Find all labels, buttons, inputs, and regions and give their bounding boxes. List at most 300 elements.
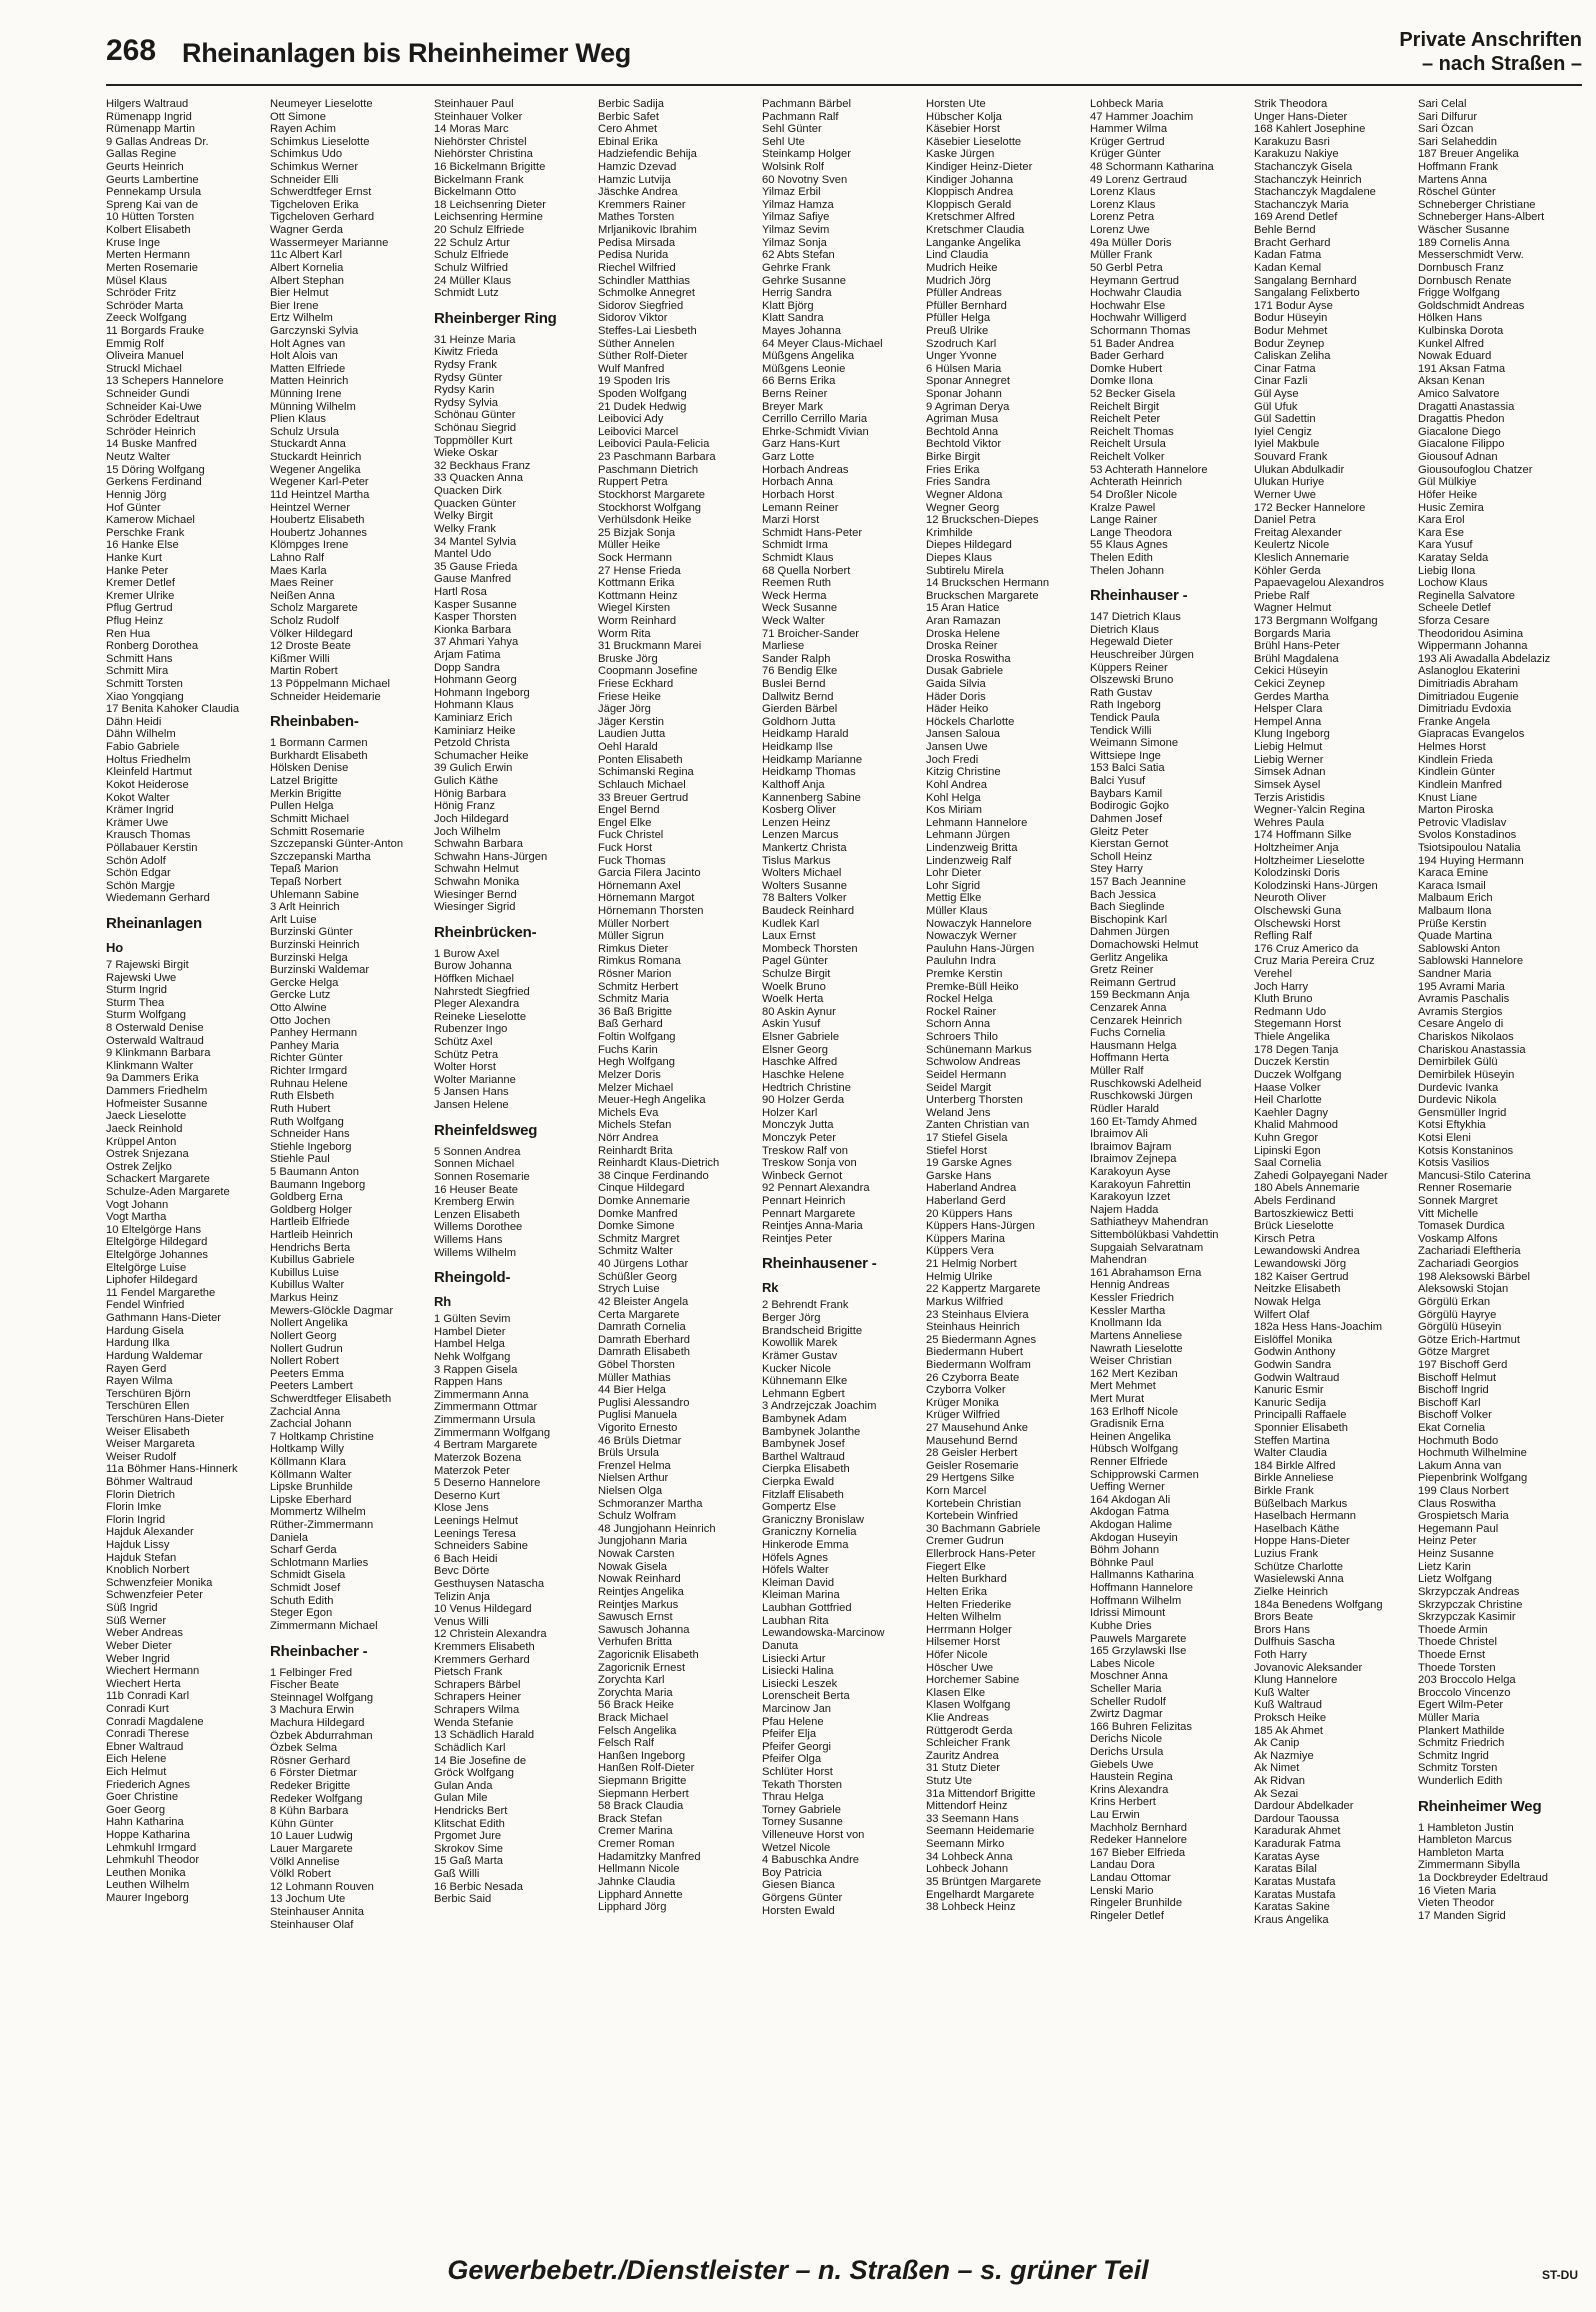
resident-entry: Biedermann Wolfram [926,1358,1031,1371]
resident-entry: Fuck Horst [598,841,653,854]
resident-entry: 34 Lohbeck Anna [926,1850,1013,1863]
resident-entry: Kierstan Gernot [1090,838,1169,851]
directory-column-9 [1418,98,1580,1923]
resident-entry: Hajduk Alexander [106,1526,194,1539]
resident-entry: Maes Reiner [270,577,334,590]
resident-entry: Kremer Ulrike [106,589,175,602]
resident-entry: Zagoricnik Ernest [598,1661,686,1674]
resident-entry: Giousoufoglou Chatzer [1418,463,1533,476]
resident-entry: Karaca Emine [1418,867,1489,880]
resident-entry: Breyer Mark [762,400,823,413]
resident-entry: 182a Hess Hans-Joachim [1254,1321,1383,1334]
resident-entry: Nörr Andrea [598,1131,659,1144]
resident-entry: Refling Ralf [1254,930,1312,943]
resident-entry: 37 Ahmari Yahya [434,636,519,649]
resident-entry: 11b Conradi Karl [106,1690,190,1703]
resident-entry: Holtzheimer Lieselotte [1254,854,1365,867]
resident-entry: 12 Bruckschen-Diepes [926,514,1039,527]
resident-entry: Zorychta Karl [598,1674,665,1687]
resident-entry: Krausch Thomas [106,829,191,842]
resident-entry: Schmidt Hans-Peter [762,526,863,539]
resident-entry: Aksan Kenan [1418,375,1485,388]
resident-entry: Cero Ahmet [598,123,658,136]
resident-entry: Pullen Helga [270,800,334,813]
resident-entry: 1a Dockbreyder Edeltraud [1418,1872,1548,1885]
resident-entry: 19 Spoden Iris [598,375,671,388]
resident-entry: Burzinski Waldemar [270,964,370,977]
resident-entry: Kanuric Sedija [1254,1396,1327,1409]
resident-entry: Pedisa Mirsada [598,236,676,249]
resident-entry: Mahendran [1090,1254,1147,1267]
resident-entry: Rimkus Dieter [598,942,669,955]
resident-entry: Horbach Andreas [762,463,849,476]
section-heading-line2: – nach Straßen – [1421,53,1582,75]
resident-entry: Domke Ilona [1090,375,1153,388]
resident-entry: Holt Alois van [270,350,338,363]
resident-entry: Gül Ufuk [1254,400,1298,413]
resident-entry: Müller Heike [598,539,661,552]
resident-entry: Kotsi Eleni [1418,1131,1471,1144]
resident-entry: Kitzig Christine [926,766,1001,779]
resident-entry: Kubillus Walter [270,1279,345,1292]
resident-entry: Zachariadi Georgios [1418,1258,1519,1271]
resident-entry: Kannenberg Sabine [762,791,861,804]
resident-entry: Horsten Ute [926,98,986,110]
resident-entry: Rajewski Uwe [106,971,177,984]
resident-entry: Bruckschen Margarete [926,589,1039,602]
resident-entry: Venus Willi [434,1615,489,1628]
resident-entry: Cierpka Elisabeth [762,1463,850,1476]
resident-entry: Daniel Petra [1254,514,1316,527]
resident-entry: Lakum Anna van [1418,1459,1502,1472]
resident-entry: 19 Garske Agnes [926,1157,1012,1170]
resident-entry: Rydsy Sylvia [434,396,499,409]
resident-entry: Heil Charlotte [1254,1094,1322,1107]
resident-entry: Kindiger Johanna [926,173,1014,186]
resident-entry: Cremer Marina [598,1825,673,1838]
resident-entry: Hartl Rosa [434,585,487,598]
resident-entry: Diepes Hildegard [926,539,1012,552]
resident-entry: Bechtold Viktor [926,438,1002,451]
resident-entry: Gerkens Ferdinand [106,476,202,489]
resident-entry: Schmitz Maria [598,993,669,1006]
resident-entry: Yilmaz Erbil [762,186,821,199]
resident-entry: Schrapers Heiner [434,1691,522,1704]
resident-entry: Kleiman David [762,1576,835,1589]
resident-entry: Treskow Ralf von [762,1144,849,1157]
resident-entry: Heidkamp Ilse [762,741,833,754]
resident-entry: 14 Bie Josefine de [434,1754,527,1767]
resident-entry: Malbaum Ilona [1418,905,1492,917]
resident-entry: Thoede Torsten [1418,1661,1496,1674]
resident-entry: Riechel Wilfried [598,261,676,274]
resident-entry: Pennart Heinrich [762,1195,846,1208]
resident-entry: Wegener Karl-Peter [270,476,369,489]
resident-entry: Mausehund Bernd [926,1434,1018,1447]
resident-entry: 11a Böhmer Hans-Hinnerk [106,1463,238,1476]
resident-entry: 31 Heinze Maria [434,333,516,346]
resident-entry: Krimhilde [926,526,973,539]
resident-entry: Elsner Georg [762,1043,828,1056]
resident-entry: Leibovici Marcel [598,425,679,438]
resident-entry: Mert Murat [1090,1392,1145,1405]
resident-entry: Fuck Thomas [598,854,666,867]
resident-entry: Reintjes Markus [598,1598,679,1611]
resident-entry: Kadan Fatma [1254,249,1322,262]
resident-entry: 6 Bach Heidi [434,1552,498,1565]
resident-entry: Berger Jörg [762,1312,821,1325]
resident-entry: Klasen Elke [926,1686,986,1699]
resident-entry: Joch Harry [1254,980,1309,993]
resident-entry: Hennig Andreas [1090,1279,1170,1292]
resident-entry: Kindlein Günter [1418,766,1496,779]
resident-entry: Domke Hubert [1090,362,1163,375]
resident-entry: Bambynek Jolanthe [762,1425,861,1438]
resident-entry: Achterath Heinrich [1090,476,1183,489]
resident-entry: Brack Michael [598,1712,669,1724]
resident-entry: Klung Hannelore [1254,1674,1338,1687]
resident-entry: Nowaczyk Werner [926,930,1017,943]
resident-entry: Holtus Friedhelm [106,753,191,766]
resident-entry: Willems Wilhelm [434,1246,517,1259]
resident-entry: Khalid Mahmood [1254,1119,1338,1132]
resident-entry: Hanke Kurt [106,551,162,564]
resident-entry: Pauluhn Hans-Jürgen [926,942,1035,955]
page-number: 268 [106,34,157,67]
resident-entry: Lochow Klaus [1418,577,1488,590]
resident-entry: Olszewski Bruno [1090,674,1174,687]
resident-entry: Hochwahr Claudia [1090,287,1182,300]
resident-entry: Karakoyun Izzet [1090,1191,1171,1204]
resident-entry: Gehrke Susanne [762,274,846,287]
resident-entry: Mittendorf Heinz [926,1800,1008,1813]
resident-entry: Haselbach Käthe [1254,1522,1340,1535]
resident-entry: Sponar Johann [926,388,1002,401]
resident-entry: Hilsemer Horst [926,1636,1000,1649]
resident-entry: Lemann Reiner [762,501,839,514]
resident-entry: Cesare Angelo di [1418,1018,1504,1031]
resident-entry: Stuckardt Anna [270,438,346,451]
resident-entry: Ren Hua [106,627,151,640]
resident-entry: Schlauch Michael [598,778,686,791]
resident-entry: Knollmann Ida [1090,1317,1162,1330]
resident-entry: Richter Irmgard [270,1065,348,1078]
resident-entry: 51 Bader Andrea [1090,337,1174,350]
resident-entry: Schröder Fritz [106,287,177,300]
resident-entry: Liebig Werner [1254,753,1324,766]
resident-entry: Brück Lieselotte [1254,1220,1334,1233]
resident-entry: Marliese [762,640,805,653]
resident-entry: Hamzic Dzevad [598,161,677,174]
resident-entry: Kohl Helga [926,791,981,804]
resident-entry: 32 Beckhaus Franz [434,459,531,472]
resident-entry: Ak Ridvan [1254,1775,1305,1788]
resident-entry: Lahno Ralf [270,551,325,564]
resident-entry: Sawusch Ernst [598,1611,673,1624]
resident-entry: Kos Miriam [926,804,982,817]
resident-entry: Hoffmann Wilhelm [1090,1594,1182,1607]
resident-entry: Rath Gustav [1090,686,1153,699]
resident-entry: Wiesinger Bernd [434,888,517,901]
resident-entry: Helten Erika [926,1585,987,1598]
resident-entry: 195 Avrami Maria [1418,980,1505,993]
resident-entry: Marzi Horst [762,514,820,527]
resident-entry: Zielke Heinrich [1254,1585,1328,1598]
resident-entry: Schädlich Karl [434,1741,506,1754]
resident-entry: 25 Biedermann Agnes [926,1333,1037,1346]
resident-entry: Oliveira Manuel [106,350,184,363]
resident-entry: Lipske Eberhard [270,1493,352,1506]
resident-entry: Hohmann Ingeborg [434,686,530,699]
resident-entry: Holtkamp Willy [270,1443,344,1456]
resident-entry: Krüger Monika [926,1396,999,1409]
resident-entry: Schulze-Aden Margarete [106,1185,230,1198]
resident-entry: Tepaß Norbert [270,875,342,888]
resident-entry: Karatay Selda [1418,551,1489,564]
resident-entry: Duczek Kerstin [1254,1056,1330,1069]
resident-entry: Bischoff Ingrid [1418,1384,1489,1397]
resident-entry: Ak Nazmiye [1254,1749,1314,1762]
resident-entry: 13 Jochum Ute [270,1893,346,1906]
resident-entry: Tepaß Marion [270,863,339,876]
resident-entry: Albert Stephan [270,274,345,287]
resident-entry: Cerrillo Cerrillo Maria [762,413,868,426]
resident-entry: Hegh Wolfgang [598,1056,675,1069]
resident-entry: Laubhan Rita [762,1614,829,1627]
resident-entry: Leenings Helmut [434,1514,518,1527]
resident-entry: 4 Babuschka Andre [762,1854,860,1867]
resident-entry: 39 Gulich Erwin [434,762,513,775]
resident-entry: 71 Broicher-Sander [762,627,860,640]
resident-entry: Askin Yusuf [762,1018,821,1031]
resident-entry: Hardung Waldemar [106,1349,203,1362]
resident-entry: Ibraimov Zejnepa [1090,1153,1177,1166]
resident-entry: 12 Lohmann Rouven [270,1880,374,1893]
resident-entry: Lorenscheit Berta [762,1690,850,1703]
resident-entry: 17 Benita Kahoker Claudia [106,703,240,716]
resident-entry: Schmidt Josef [270,1582,341,1595]
resident-entry: Jäger Jörg [598,703,651,716]
resident-entry: Kleiman Marina [762,1589,840,1602]
resident-entry: Zorychta Maria [598,1686,673,1699]
resident-entry: Sehl Günter [762,123,822,136]
resident-entry: 9 Klinkmann Barbara [106,1047,211,1060]
resident-entry: Yilmaz Sevim [762,224,830,237]
resident-entry: Schuth Edith [270,1594,334,1607]
resident-entry: Münning Irene [270,388,342,401]
resident-entry: 12 Droste Beate [270,640,351,653]
resident-entry: Rösner Marion [598,968,672,981]
resident-entry: Schütze Charlotte [1254,1560,1343,1573]
resident-entry: Terschüren Hans-Dieter [106,1412,225,1425]
resident-entry: Kara Yusuf [1418,539,1473,552]
resident-entry: 23 Steinhaus Elviera [926,1308,1029,1321]
directory-column-7 [1090,98,1252,1923]
resident-entry: Steinnagel Wolfgang [270,1691,374,1704]
directory-column-3 [434,98,596,1906]
resident-entry: Ertz Wilhelm [270,312,333,325]
resident-entry: Sturm Ingrid [106,984,167,997]
resident-entry: Schmidt Klaus [762,551,834,564]
resident-entry: Fuck Christel [598,829,664,842]
resident-entry: Panhey Maria [270,1039,340,1052]
resident-entry: Liebig Ilona [1418,564,1476,577]
resident-entry: Ruth Wolfgang [270,1115,344,1128]
resident-entry: Schorn Anna [926,1018,991,1031]
resident-entry: Dulfhuis Sascha [1254,1636,1335,1649]
resident-entry: Lorenz Klaus [1090,198,1156,211]
resident-entry: Ulukan Huriye [1254,476,1325,489]
resident-entry: Cinar Fazli [1254,375,1308,388]
resident-entry: Hölsken Denise [270,762,349,775]
page-title: Rheinanlagen bis Rheinheimer Weg [182,38,631,68]
resident-entry: Wegner Georg [926,501,1000,514]
resident-entry: Birkle Anneliese [1254,1472,1334,1485]
resident-entry: Sehl Ute [762,135,805,148]
resident-entry: Jahnke Claudia [598,1875,676,1888]
resident-entry: Kremer Detlef [106,577,176,590]
resident-entry: 33 Quacken Anna [434,472,523,485]
resident-entry: Svolos Konstadinos [1418,829,1517,842]
resident-entry: 6 Hülsen Maria [926,362,1002,375]
resident-entry: Vitt Michelle [1418,1207,1479,1220]
resident-entry: Schmitz Margret [598,1232,680,1245]
resident-entry: 169 Arend Detlef [1254,211,1338,224]
resident-entry: Herrmann Holger [926,1623,1012,1636]
resident-entry: Kremmers Rainer [598,198,686,211]
resident-entry: 180 Abels Annemarie [1254,1182,1360,1195]
resident-entry: Kotsis Konstaninos [1418,1144,1514,1157]
resident-entry: Baumann Ingeborg [270,1178,366,1191]
resident-entry: Melzer Doris [598,1068,661,1081]
resident-entry: Fries Erika [926,463,980,476]
resident-entry: Höfer Heike [1418,488,1478,501]
resident-entry: Reichelt Thomas [1090,425,1174,438]
directory-column-4 [598,98,760,1914]
resident-entry: 20 Schulz Elfriede [434,224,525,237]
resident-entry: Süß Werner [106,1614,167,1627]
resident-entry: Schönau Siegrid [434,422,517,435]
resident-entry: Lehmann Hannelore [926,816,1028,829]
resident-entry: Sock Hermann [598,551,672,564]
resident-entry: Wilfert Olaf [1254,1308,1310,1321]
resident-entry: Bodur Zeynep [1254,337,1325,350]
resident-entry: Heintzel Werner [270,501,351,514]
resident-entry: Gerlitz Angelika [1090,951,1168,964]
resident-entry: Stachanczyk Heinrich [1254,173,1362,186]
resident-entry: Völker Hildegard [270,627,353,640]
resident-entry: Hahn Katharina [106,1816,184,1829]
resident-entry: 66 Berns Erika [762,375,836,388]
resident-entry: Lenski Mario [1090,1884,1154,1897]
resident-entry: 52 Becker Gisela [1090,388,1176,401]
resident-entry: Schröder Edeltraut [106,413,200,426]
resident-entry: Schmitz Herbert [598,980,679,993]
resident-entry: Bach Sieglinde [1090,901,1165,914]
resident-entry: 9 Gallas Andreas Dr. [106,135,209,148]
resident-entry: Graniczny Kornelia [762,1526,857,1539]
resident-entry: 7 Holtkamp Christine [270,1430,374,1443]
resident-entry: Felsch Ralf [598,1737,654,1750]
resident-entry: Schwahn Barbara [434,838,523,851]
resident-entry: Kremberg Erwin [434,1196,515,1209]
resident-entry: Boy Patricia [762,1866,822,1879]
resident-entry: Tigcheloven Gerhard [270,211,375,224]
resident-entry: Joch Wilhelm [434,825,501,838]
resident-entry: Klasen Wolfgang [926,1699,1011,1712]
resident-entry: Ruppert Petra [598,476,668,489]
resident-entry: 40 Jürgens Lothar [598,1258,689,1271]
resident-entry: Klinkmann Walter [106,1059,194,1072]
resident-entry: Scholl Heinz [1090,850,1153,863]
resident-entry: Machholz Bernhard [1090,1821,1188,1834]
resident-entry: Kubillus Luise [270,1266,340,1279]
resident-entry: Prgomet Jure [434,1830,502,1843]
resident-entry: Souvard Frank [1254,451,1328,464]
resident-entry: Bartoszkiewicz Betti [1254,1207,1354,1220]
resident-entry: Hochwahr Willigerd [1090,312,1187,325]
resident-entry: Caliskan Zeliha [1254,350,1331,363]
resident-entry: 184 Birkle Alfred [1254,1459,1336,1472]
resident-entry: Frigge Wolfgang [1418,287,1500,300]
resident-entry: Gül Sadettin [1254,413,1316,426]
resident-entry: Zimmermann Michael [270,1619,378,1632]
resident-entry: Leuthen Wilhelm [106,1879,190,1892]
resident-entry: Schön Edgar [106,867,171,880]
resident-entry: Dietrich Klaus [1090,623,1160,636]
resident-entry: Cruz Maria Pereira Cruz [1254,955,1375,968]
resident-entry: Daniela [270,1531,308,1544]
resident-entry: Thoede Armin [1418,1623,1488,1636]
resident-entry: Schimkus Werner [270,161,359,174]
resident-entry: Fiegert Elke [926,1560,986,1573]
resident-entry: Conradi Therese [106,1728,190,1741]
resident-entry: Müller Sigrun [598,930,664,943]
resident-entry: Hajduk Stefan [106,1551,177,1564]
resident-entry: Steffes-Lai Liesbeth [598,324,697,337]
resident-entry: Plien Klaus [270,413,326,426]
resident-entry: Borgards Maria [1254,627,1331,640]
resident-entry: Hof Günter [106,501,161,514]
resident-entry: Gehrke Frank [762,261,831,274]
resident-entry: Steinhauer Paul [434,98,514,110]
resident-entry: Lewandowski Andrea [1254,1245,1360,1258]
resident-entry: 1 Burow Axel [434,947,500,960]
resident-entry: Karaca Ismail [1418,879,1486,892]
resident-entry: Klie Andreas [926,1712,989,1724]
header-rule [106,84,1582,86]
resident-entry: Worm Reinhard [598,614,677,627]
resident-entry: Leenings Teresa [434,1527,516,1540]
resident-entry: 184a Benedens Wolfgang [1254,1598,1383,1611]
resident-entry: Akdogan Fatma [1090,1506,1169,1519]
resident-entry: Schmidt Lutz [434,287,499,300]
resident-entry: Dahmen Jürgen [1090,926,1170,939]
resident-entry: Freitag Alexander [1254,526,1342,539]
resident-entry: Kaehler Dagny [1254,1106,1329,1119]
resident-entry: Lietz Karin [1418,1560,1471,1573]
resident-entry: Sturm Thea [106,996,165,1009]
resident-entry: 5 Sonnen Andrea [434,1145,521,1158]
resident-entry: Jäger Kerstin [598,715,664,728]
resident-entry: Heuschreiber Jürgen [1090,648,1194,661]
resident-entry: Hoffmann Herta [1090,1052,1169,1065]
resident-entry: Kessler Friedrich [1090,1292,1174,1305]
resident-entry: Schneider Elli [270,173,339,186]
resident-entry: 15 Döring Wolfgang [106,463,205,476]
resident-entry: Jäschke Andrea [598,186,678,199]
directory-column-2 [270,98,432,1931]
